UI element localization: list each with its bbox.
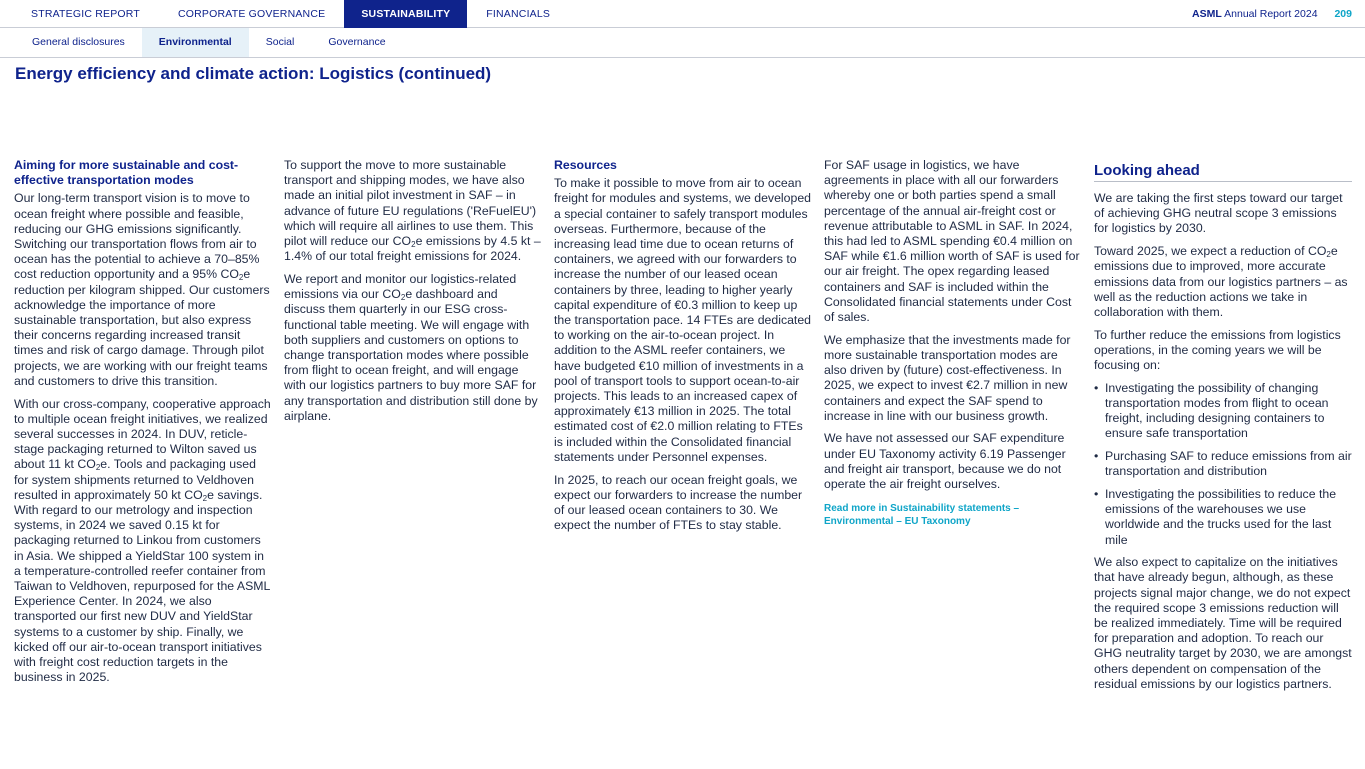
column-2 [284,158,542,431]
read-more-link[interactable] [824,503,1082,528]
column-3 [554,158,812,541]
page-title: Energy efficiency and climate action: Logistics (continued) [15,64,492,83]
tab-strategic-report[interactable]: STRATEGIC REPORT [31,8,140,20]
read-more-link-line2: Environmental – EU Taxonomy [824,515,971,527]
focus-list [1094,381,1352,548]
paragraph: We emphasize that the investments made for more sustainable transportation modes are also driven by (future) cost-effectiveness. In 2025, we expect to invest €2.7 million in new containers and expect the SAF spend to increase in line with our business growth. [824,332,1071,423]
list-item: • Investigating the possibility of changing transportation modes from flight to ocean freight, including designing containers to ensure safe transportation [1094,381,1352,442]
subtab-social[interactable]: Social [265,36,295,48]
paragraph: With our cross-company, cooperative approach to multiple ocean freight initiatives, we realized several successes in 2024. In DUV, reticle-stage packaging returned to Wilton saved us about 11 kt $CO_2e$. Tools and packaging used for system shipments returned to Veldhoven resulted in approximately 50 kt $CO_2e$ savings. With regard to our metrology and inspection systems, in 2024 we saved 0.15 kt for packaging returned to Linkou from customers in Asia. We shipped a YieldStar 100 system in a temperature-controlled reefer container from Taiwan to Veldhoven, repurposed for the ASML Experience Center. In 2024, we also transported our first new DUV and YieldStar systems to a customer by ship. Finally, we kicked off our air-to-ocean transport initiatives with freight cost reduction targets in the business in 2025. [14,396,271,685]
paragraph: To support the move to more sustainable transport and shipping modes, we have also made an initial pilot investment in SAF – in advance of future EU regulations ('ReFuelEU') which will require all airlines to use them. This pilot will reduce our $CO_2e$ emissions by 4.5 kt – 1.4% of our total freight emissions for 2024. [284,158,541,264]
paragraph: Our long-term transport vision is to move to ocean freight where possible and feasible, reducing our GHG emissions significantly. Switching our transportation flows from air to ocean has the potential to achieve a 70–85% cost reduction opportunity and a 95% $CO_2e$ reduction per kilogram shipped. Our customers acknowledge the importance of more sustainable transportation, but also express their concerns regarding increased transit times and risk of cargo damage. Through pilot projects, we are working with our freight teams and customers to drive this transition. [14,191,270,388]
section-tabs [12,0,569,28]
paragraph: We are taking the first steps toward our target of achieving GHG neutral scope 3 emissions for logistics by 2030. [1094,191,1343,236]
section-heading: Resources [554,158,617,172]
tab-financials[interactable]: FINANCIALS [486,8,551,20]
tab-corporate-governance[interactable]: CORPORATE GOVERNANCE [178,8,326,20]
report-header [1192,0,1352,28]
paragraph: We also expect to capitalize on the initiatives that have already begun, although, as these projects signal major change, we do not expect the required scope 3 emissions reduction will be realized immediately. Time will be required for preparation and adoption. To reach our GHG neutrality target by 2030, we are amongst others dependent on compensation of the residual emissions by our logistics partners. [1094,555,1352,691]
page-number: 209 [1334,8,1352,20]
paragraph: In 2025, to reach our ocean freight goals, we expect our forwarders to increase the number of our leased ocean containers to 30. We expect the number of FTEs to stay stable. [554,472,803,533]
subtab-environmental[interactable]: Environmental [142,28,249,57]
brand-name: ASML [1192,8,1222,20]
subsection-tabs [15,28,403,57]
looking-ahead-heading: Looking ahead [1094,162,1352,182]
column-1 [14,158,272,693]
sub-navigation-bar [0,28,1365,58]
column-5 [1094,162,1352,700]
paragraph: For SAF usage in logistics, we have agreements in place with all our forwarders whereby one or both parties spend a small percentage of the annual air-freight cost or revenue attributable to ASML in SAF. In 2024, this had led to ASML spending €0.4 million on SAF while €1.6 million worth of SAF is used for our air freight. The opex regarding leased containers and SAF is included within the Consolidated financial statements under Cost of sales. [824,158,1080,325]
subtab-governance[interactable]: Governance [328,36,386,48]
paragraph: We have not assessed our SAF expenditure under EU Taxonomy activity 6.19 Passenger and freight air transport, because we do not operate the air freight ourselves. [824,431,1066,492]
column-4 [824,158,1082,528]
paragraph: To make it possible to move from air to ocean freight for modules and systems, we developed a special container to safely transport modules overseas. Furthermore, because of the increasing lead time due to ocean returns of containers, we agreed with our forwarders to increase the number of our leased ocean containers by three, leading to higher yearly capital expenditure of €0.3 million to keep up the transportation pace. 14 FTEs are dedicated to working on the air-to-ocean project. In addition to the ASML reefer containers, we have budgeted €10 million of investments in a pool of transport tools to support ocean-to-air projects. This leads to an increased capex of approximately €13 million in 2025. The total estimated cost of €2.0 million relating to FTEs is included within the Consolidated financial statements under Personnel expenses. [554,176,812,464]
report-name: Annual Report 2024 [1224,8,1318,20]
paragraph: We report and monitor our logistics-related emissions via our $CO_2e$ dashboard and discuss them quarterly in our ESG cross-functional table meeting. We will engage with both suppliers and customers on options to change transportation modes where possible from flight to ocean freight, and will engage with our logistics partners to buy more SAF for any transportation and distribution still done by airplane. [284,271,538,423]
read-more-link-line1: Read more in Sustainability statements – [824,503,1020,515]
paragraph: Toward 2025, we expect a reduction of $CO_2e$ emissions due to improved, more accurate emissions data from our logistics partners – as well as the reduction actions we take in collaboration with them. [1094,244,1348,319]
top-navigation-bar [0,0,1365,28]
list-item: • Investigating the possibilities to reduce the emissions of the warehouses we use worldwide and the trucks used for the last mile [1094,487,1352,548]
paragraph: To further reduce the emissions from logistics operations, in the coming years we will be focusing on: [1094,327,1341,373]
subtab-general-disclosures[interactable]: General disclosures [32,36,125,48]
section-heading: Aiming for more sustainable and cost-effective transportation modes [14,158,239,188]
list-item: • Purchasing SAF to reduce emissions from air transportation and distribution [1094,449,1352,479]
tab-sustainability[interactable]: SUSTAINABILITY [344,0,467,28]
